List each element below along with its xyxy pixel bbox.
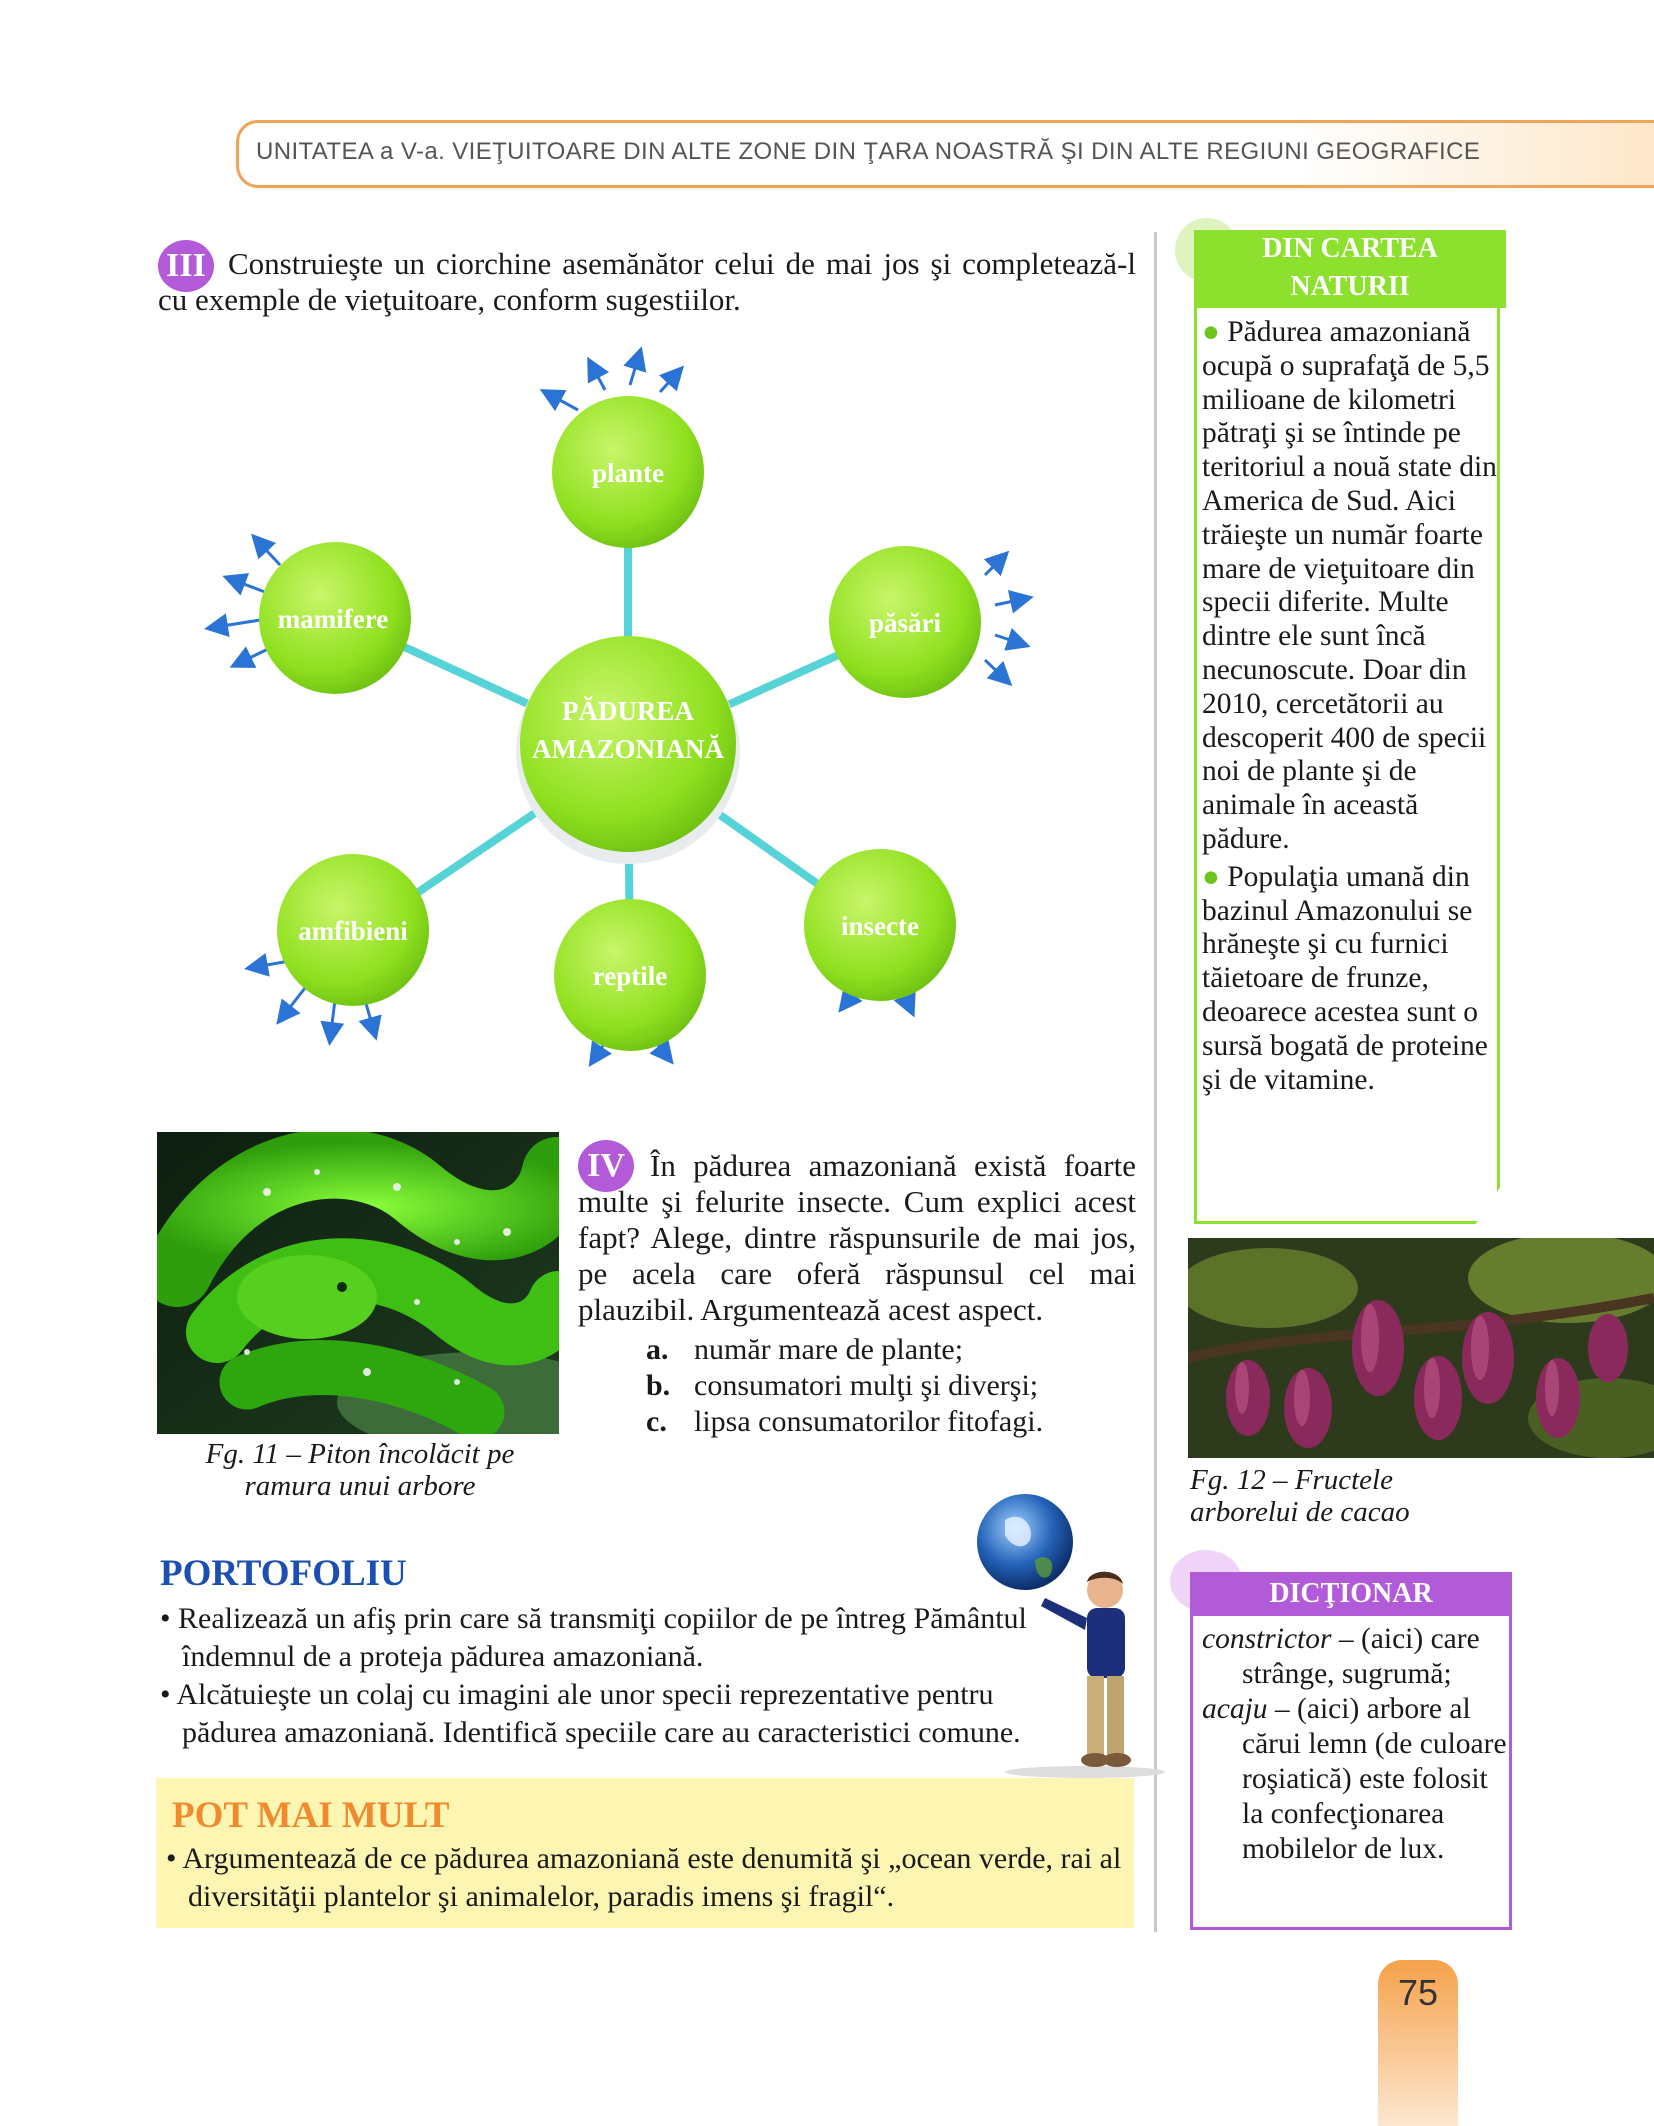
fig11-caption xyxy=(160,1438,560,1502)
fig12-caption-line1: Fg. 12 – Fructele xyxy=(1190,1464,1393,1496)
svg-text:amfibieni: amfibieni xyxy=(298,916,408,946)
node-plante xyxy=(552,396,704,548)
din-cartea-naturii-text xyxy=(1202,316,1498,1097)
node-amfibieni xyxy=(277,854,429,1006)
svg-text:insecte: insecte xyxy=(841,911,919,941)
svg-text:reptile: reptile xyxy=(592,961,668,991)
center-label-line2: AMAZONIANĂ xyxy=(532,734,724,764)
python-photo xyxy=(157,1132,559,1434)
center-node xyxy=(516,636,740,864)
dictionar-title: DICŢIONAR xyxy=(1190,1572,1512,1616)
din-title-line1: DIN CARTEA xyxy=(1262,233,1438,264)
portofoliu-title: PORTOFOLIU xyxy=(160,1553,407,1594)
dictionar-entry: constrictor – (aici) care strânge, sugrumă; xyxy=(1202,1623,1480,1690)
option-a: a. număr mare de plante; xyxy=(646,1333,964,1366)
fig12-caption xyxy=(1190,1464,1490,1528)
green-bullet-icon: ● xyxy=(1202,860,1220,893)
dictionar-entry: acaju – (aici) arbore al cărui lemn (de culoare roşiatică) este folosit la confecţionarea mobilelor de lux. xyxy=(1202,1693,1507,1865)
cacao-fruit-photo xyxy=(1188,1238,1654,1458)
exercise-iv-text: În pădurea amazoniană există foarte multe şi felurite insecte. Cum explici acest fapt? Alege, dintre răspunsurile de mai jos, pe acela care oferă răspunsul cel mai plauzibil. Argumentează acest aspect. xyxy=(578,1148,1136,1327)
exercise-iv-options xyxy=(646,1332,1126,1440)
fig12-caption-line2: arborelui de cacao xyxy=(1190,1496,1410,1528)
din-paragraph: ● Populaţia umană din bazinul Amazonului se hrăneşte şi cu furnici tăietoare de frunze, deoarece acestea sunt o sursă bogată de proteine şi de vitamine. xyxy=(1202,860,1488,1096)
din-title-line2: NATURII xyxy=(1290,271,1410,302)
mind-map-diagram xyxy=(200,340,1060,1100)
svg-text:păsări: păsări xyxy=(868,608,942,638)
dictionar-entries xyxy=(1202,1622,1512,1867)
exercise-badge-iv: IV xyxy=(578,1140,634,1192)
portofoliu-item: • Alcătuieşte un colaj cu imagini ale unor specii reprezentative pentru pădurea amazoniană. Identifică speciile care au caracteristici comune. xyxy=(160,1678,1021,1749)
portofoliu-list xyxy=(160,1600,1060,1752)
pot-mai-mult-list xyxy=(166,1840,1126,1916)
din-cartea-naturii-title xyxy=(1194,230,1506,308)
portofoliu-item: • Realizează un afiş prin care să transmiţi copiilor de pe întreg Pământul îndemnul de a proteja pădurea amazoniană. xyxy=(160,1602,1027,1673)
svg-text:mamifere: mamifere xyxy=(277,604,389,634)
pot-mai-mult-item: • Argumentează de ce pădurea amazoniană este denumită şi „ocean verde, rai al diversităţii plantelor şi animalelor, paradis imens şi fragil“. xyxy=(166,1842,1122,1913)
exercise-iii-text: Construieşte un ciorchine asemănător celui de mai jos şi completează-l cu exemple de vieţuitoare, conform sugestiilor. xyxy=(158,246,1136,317)
din-paragraph: ● Pădurea amazoniană ocupă o suprafaţă de 5,5 milioane de kilometri pătraţi şi se întinde pe teritoriul a nouă state din America de Sud. Aici trăieşte un număr foarte mare de vieţuitoare din specii diferite. Multe dintre ele sunt încă necunoscute. Doar din 2010, cercetătorii au descoperit 400 de specii noi de plante şi de animale în această pădure. xyxy=(1202,316,1497,855)
unit-title: UNITATEA a V-a. VIEŢUITOARE DIN ALTE ZONE DIN ŢARA NOASTRĂ ŞI DIN ALTE REGIUNI GEOGRAFICE xyxy=(256,138,1481,165)
pot-mai-mult-title: POT MAI MULT xyxy=(172,1795,450,1836)
option-b: b. consumatori mulţi şi diverşi; xyxy=(646,1369,1039,1402)
exercise-badge-iii: III xyxy=(158,240,214,292)
node-mamifere xyxy=(259,542,411,694)
svg-text:plante: plante xyxy=(591,458,665,488)
center-label-line1: PĂDUREA xyxy=(562,696,694,726)
page-number: 75 xyxy=(1397,1972,1439,2013)
option-c: c. lipsa consumatorilor fitofagi. xyxy=(646,1405,1044,1438)
green-bullet-icon: ● xyxy=(1202,316,1220,348)
node-reptile xyxy=(554,899,706,1051)
fig11-caption-line1: Fg. 11 – Piton încolăcit pe xyxy=(205,1438,515,1470)
node-insecte xyxy=(804,849,956,1001)
fig11-caption-line2: ramura unui arbore xyxy=(244,1470,476,1502)
node-pasari xyxy=(829,546,981,698)
